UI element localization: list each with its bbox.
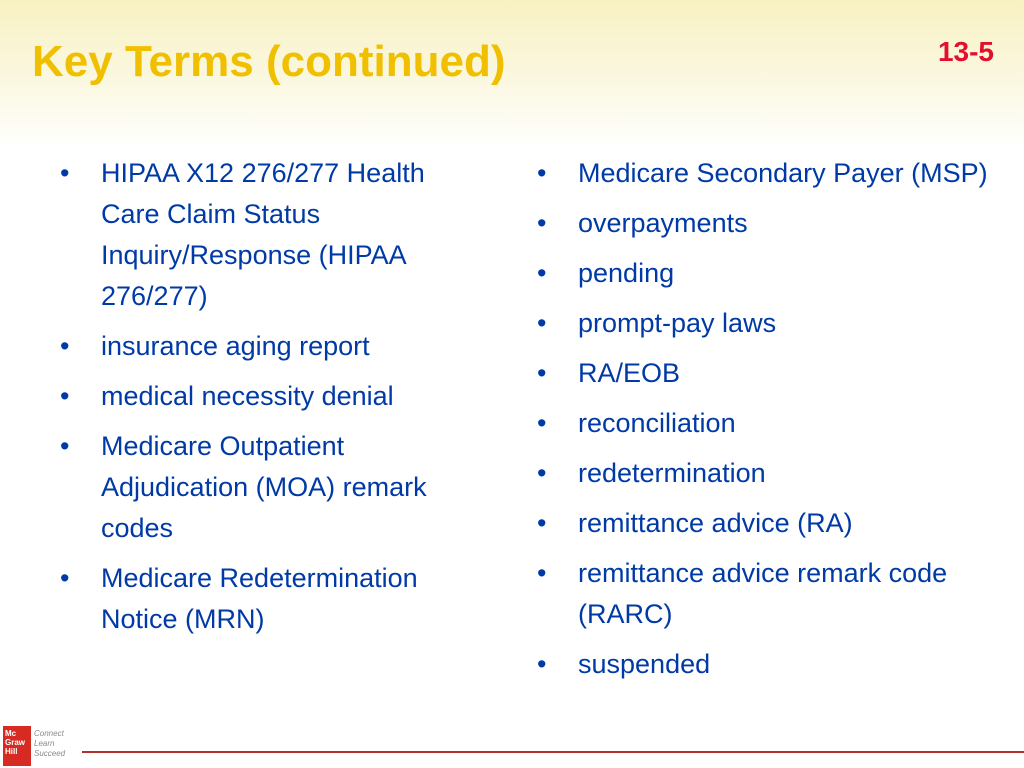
mcgraw-hill-logo: Mc Graw Hill <box>3 726 31 766</box>
list-item <box>537 553 997 635</box>
list-item <box>537 353 997 394</box>
bullet-icon: • <box>537 558 547 588</box>
bullet-icon: • <box>537 458 547 488</box>
term-text: suspended <box>578 649 711 679</box>
term-text: overpayments <box>578 208 748 238</box>
term-text: reconciliation <box>578 408 736 438</box>
list-item <box>60 376 480 417</box>
list-item <box>537 253 997 294</box>
left-term-list <box>60 153 480 649</box>
bullet-icon: • <box>537 649 547 679</box>
bullet-icon: • <box>60 331 70 361</box>
bullet-icon: • <box>537 308 547 338</box>
bullet-icon: • <box>60 431 70 461</box>
bullet-icon: • <box>60 563 70 593</box>
term-text: Medicare Secondary Payer (MSP) <box>578 158 988 188</box>
list-item <box>537 153 997 194</box>
bullet-icon: • <box>537 208 547 238</box>
list-item <box>537 644 997 685</box>
term-text: remittance advice (RA) <box>578 508 853 538</box>
term-text: remittance advice remark code (RARC) <box>578 558 948 629</box>
footer-divider <box>82 751 1024 753</box>
bullet-icon: • <box>60 381 70 411</box>
term-text: insurance aging report <box>101 331 370 361</box>
list-item <box>60 426 480 549</box>
term-text: redetermination <box>578 458 766 488</box>
bullet-icon: • <box>537 408 547 438</box>
list-item <box>60 326 480 367</box>
term-text: pending <box>578 258 675 288</box>
list-item <box>537 203 997 244</box>
right-term-list <box>537 153 997 694</box>
bullet-icon: • <box>537 258 547 288</box>
list-item <box>537 453 997 494</box>
bullet-icon: • <box>537 158 547 188</box>
list-item <box>537 403 997 444</box>
term-text: medical necessity denial <box>101 381 394 411</box>
slide-number: 13-5 <box>937 36 994 67</box>
term-text: HIPAA X12 276/277 Health Care Claim Status Inquiry/Response (HIPAA 276/277) <box>101 158 425 311</box>
term-text: RA/EOB <box>578 358 681 388</box>
bullet-icon: • <box>537 508 547 538</box>
list-item <box>537 503 997 544</box>
bullet-icon: • <box>537 358 547 388</box>
term-text: prompt-pay laws <box>578 308 777 338</box>
term-text: Medicare Outpatient Adjudication (MOA) remark codes <box>101 431 427 543</box>
list-item <box>60 558 480 640</box>
bullet-icon: • <box>60 158 70 188</box>
list-item <box>537 303 997 344</box>
list-item <box>60 153 480 317</box>
term-text: Medicare Redetermination Notice (MRN) <box>101 563 418 634</box>
logo-tagline: Connect Learn Succeed <box>34 729 66 758</box>
slide-title: Key Terms (continued) <box>32 37 506 86</box>
